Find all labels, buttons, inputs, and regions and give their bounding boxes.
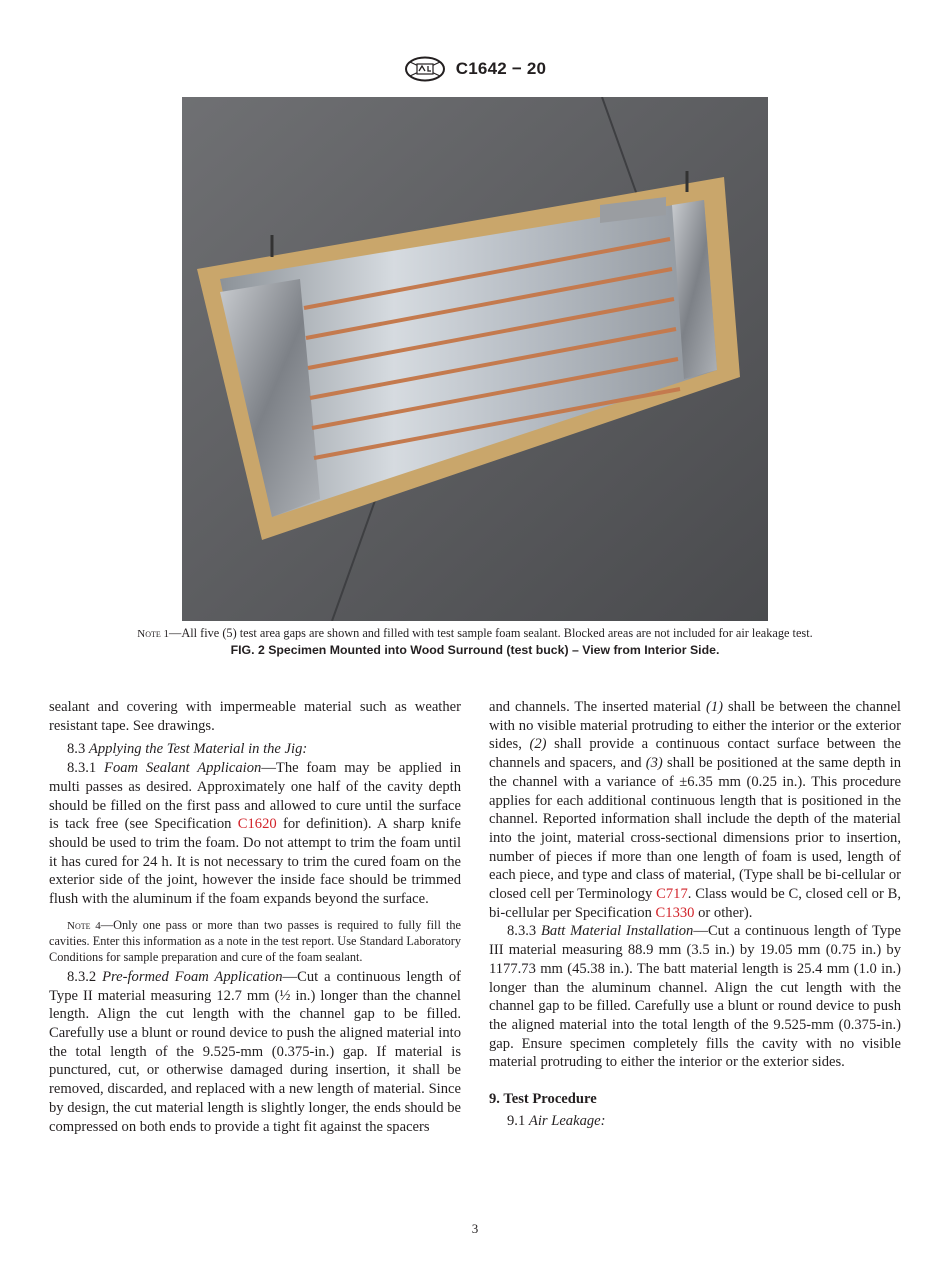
- reference-link-c717[interactable]: C717: [656, 886, 688, 903]
- astm-logo-icon: [404, 56, 446, 82]
- section-8-3-2: 8.3.2 Pre-formed Foam Application—Cut a continuous length of Type II material measuring 12.7 mm (½ in.) longer than the channel length. Align the cut length with the channel gap to be filled. Carefully use a blunt or round device to push the aligned material into the total length of the 9.525-mm (0.375-in.) gap. If material is punctured, cut, or otherwise damaged during insertion, it shall be removed, discarded, and replaced with a new length of material. Since by design, the cut material length is slightly longer, the ends should be compressed on both ends to provide a tight fit against the spacers: [49, 968, 461, 1135]
- left-column: [49, 698, 461, 1136]
- figure-note: [0, 626, 950, 641]
- figure-caption: FIG. 2 Specimen Mounted into Wood Surround (test buck) – View from Interior Side.: [230, 643, 720, 657]
- section-8-3: 8.3 Applying the Test Material in the Jig:: [67, 741, 308, 758]
- note-text: —All five (5) test area gaps are shown and filled with test sample foam sealant. Blocked areas are not included for air leakage test.: [169, 626, 813, 640]
- reference-link-c1620[interactable]: C1620: [237, 816, 277, 833]
- right-column: [489, 698, 901, 1130]
- note-4: Note 4—Only one pass or more than two passes is required to fully fill the cavities. Enter this information as a note in the test report. Use Standard Laboratory Conditions for sample preparation and cure of the foam sealant.: [49, 917, 461, 964]
- paragraph-continued: and channels. The inserted material (1) shall be between the channel with no visible material protruding to either the interior or the exterior sides, (2) shall provide a continuous contact surface between the channels and spacers, and (3) shall be positioned at the same depth in the channel with a variance of ±6.35 mm (0.25 in.). This procedure applies for each additional continuous length that is positioned in the channel. Reported information shall include the depth of the material into the joint, material cross-sectional dimensions prior to insertion, number of pieces if more than one length of foam is used, length of each piece, and type and class of material, (Type shall be bi-cellular or closed cell per Terminology C717. Class would be C, closed cell or B, bi-cellular per Specification C1330 or other).: [489, 699, 901, 921]
- section-8-3-3: 8.3.3 Batt Material Installation—Cut a continuous length of Type III material measuring 88.9 mm (3.5 in.) by 19.05 mm (0.75 in.) by 1177.73 mm (45.38 in.). The batt material length is 25.4 mm (1.0 in.) longer than the aluminum channel. Align the cut length with the channel gap to be filled. Carefully use a blunt or round device to push the aligned material into the total length of the 9.525-mm (0.375-in.) gap. Ensure specimen completely fills the cavity with no visible material protruding to either the interior or the exterior sides.: [489, 923, 901, 1071]
- document-designation: C1642 − 20: [455, 59, 547, 78]
- section-9-heading: 9. Test Procedure: [489, 1091, 597, 1108]
- page-header: [0, 56, 950, 82]
- page-number: 3: [471, 1221, 479, 1236]
- reference-link-c1330[interactable]: C1330: [655, 904, 695, 921]
- section-9-1: 9.1 Air Leakage:: [507, 1112, 606, 1129]
- section-8-3-1: 8.3.1 Foam Sealant Applicaion—The foam may be applied in multi passes as desired. Approximately one half of the cavity depth should be filled on the first pass and allowed to cure until the surface is tack free (see Specification C1620 for definition). A sharp knife should be used to trim the foam. Do not attempt to trim the foam until it has cured for 24 h. It is not necessary to trim the cured foam on the exterior side of the joint, however the inside face should be trimmed flush with the aluminum if the foam expands beyond the surface.: [49, 760, 461, 908]
- specimen-photo: [182, 97, 768, 621]
- paragraph: sealant and covering with impermeable material such as weather resistant tape. See drawings.: [49, 699, 461, 734]
- note-label: Note 1: [137, 628, 170, 640]
